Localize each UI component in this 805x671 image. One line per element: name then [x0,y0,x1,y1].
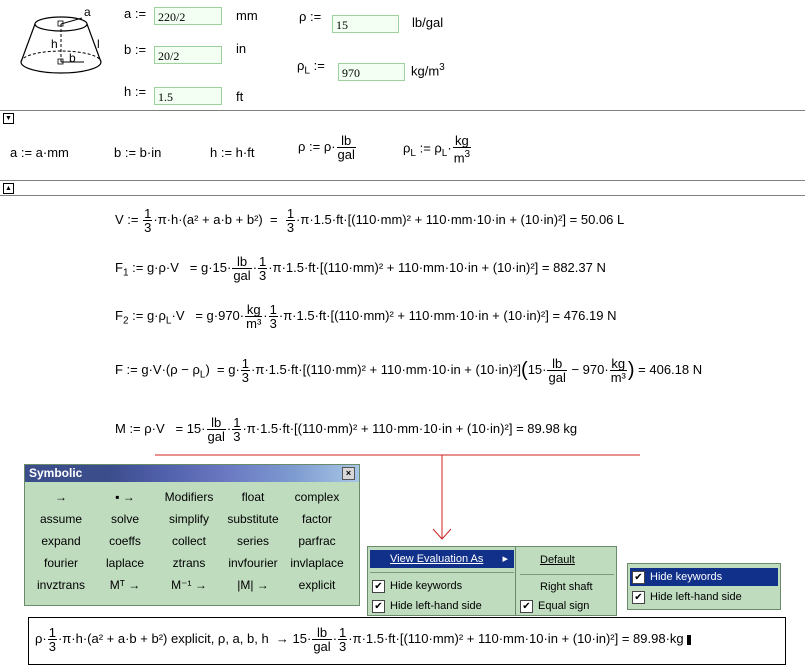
palette-item-series[interactable]: series [236,534,269,548]
menu-separator [370,572,514,573]
palette-item-inverse[interactable]: M⁻¹ → [171,578,207,592]
palette-item-symbolic-eval[interactable]: → [55,490,67,504]
b-unit-def: b := b·in [114,145,162,160]
region-separator-top [0,110,805,111]
close-icon[interactable]: × [342,467,355,480]
b-unit: in [236,41,247,56]
menu-item-hide-keywords-label: Hide keywords [390,580,463,592]
palette-item-determinant[interactable]: |M| → [237,578,269,592]
palette-item-assume[interactable]: assume [39,512,83,526]
checkmark-icon: ✔ [632,591,645,604]
palette-item-expand[interactable]: expand [41,534,81,548]
rho-input[interactable]: 15 [332,15,399,33]
palette-title-bar[interactable] [25,465,359,482]
palette-item-substitute[interactable]: substitute [227,512,279,526]
palette-item-transpose[interactable]: Mᵀ → [109,578,141,592]
symbolic-result-box[interactable] [28,617,786,665]
a-unit: mm [236,8,258,23]
submenu-item-default[interactable]: Default [540,554,575,566]
expand-area-icon[interactable]: ▲ [3,183,14,194]
menu-item-hide-lhs[interactable] [372,598,482,614]
rho-label: ρ := [299,9,322,24]
palette-item-modifiers[interactable]: Modifiers [164,490,214,504]
frustum-figure-icon [14,4,114,82]
menu-item-hide-keywords[interactable] [372,578,462,594]
submenu-separator [520,574,614,575]
equation-f: F := $g\cdot V\cdot(\rho - \rho_L) = g\cdot$ $\frac{1}{3}$ ·π·1.5·ft·[(110·mm)² + 110·mm·10·in + (10·in)²](15· $\frac{lb}{\text{gal}}$ − 970· $\frac{kg}{\text{m³}}$ ) = 406.18 N [115,356,703,385]
checkmark-icon: ✔ [372,580,385,593]
palette-item-factor[interactable]: factor [301,512,332,526]
rho-unit-def: ρ := ρ· $\frac{lb}{\text{gal}}$ [298,133,355,162]
palette-item-invztrans[interactable]: invztrans [36,578,86,592]
palette-item-invfourier[interactable]: invfourier [228,556,278,570]
menu-item-hide-lhs-label: Hide left-hand side [390,600,482,612]
palette-item-laplace[interactable]: laplace [105,556,145,570]
palette-item-fourier[interactable]: fourier [43,556,78,570]
palette-item-ztrans[interactable]: ztrans [172,556,206,570]
region-separator-bottom [0,195,805,196]
checkmark-icon: ✔ [632,571,645,584]
palette-item-keyword-eval[interactable]: ▪ → [115,490,135,504]
a-input[interactable]: 220/2 [154,7,222,25]
palette-item-simplify[interactable]: simplify [168,512,209,526]
rhoL-unit: $kg/m^3$ [411,62,445,79]
rhoL-input[interactable]: 970 [338,63,405,81]
h-input[interactable]: 1.5 [154,87,222,105]
view-evaluation-submenu [515,546,617,616]
palette-item-parfrac[interactable]: parfrac [298,534,336,548]
checkmark-icon: ✔ [372,600,385,613]
palette-title: Symbolic [29,466,83,480]
fig-label-h: h [51,37,58,51]
palette-item-float[interactable]: float [241,490,265,504]
text-cursor [687,635,691,645]
fig-label-b: b [69,51,76,65]
symbolic-expression: ρ· $\frac{1}{3}$ ·π·h·(a² + a·b + b²) explicit, ρ, a, b, h → 15· $\frac{lb}{\text{gal}}$ · $\frac{1}{3}$ ·π·1.5·ft·[(110·mm)² + 110·mm·10·in + (10·in)²] = 89.98·kg [35,626,691,653]
menu3-item-hide-lhs-label: Hide left-hand side [650,591,742,603]
region-separator-mid [0,180,805,181]
palette-item-explicit[interactable]: explicit [298,578,336,592]
a-label: a := [124,6,147,21]
context-menu [367,546,517,616]
symbolic-palette [24,464,360,606]
rho-unit: lb/gal [412,15,444,30]
equation-f2: $F_2$ := $g\cdot\rho_L\cdot V$ = g·970· $\frac{kg}{\text{m³}}$ · $\frac{1}{3}$ ·π·1.5·ft·[(110·mm)² + 110·mm·10·in + (10·in)²] = 476.19 N [115,302,617,331]
submenu-item-equal-sign[interactable] [520,598,589,614]
palette-item-coeffs[interactable]: coeffs [109,534,141,548]
h-unit-def: h := h·ft [210,145,255,160]
a-unit-def: a := a·mm [10,145,69,160]
menu3-item-hide-keywords-label: Hide keywords [650,571,723,583]
b-input[interactable]: 20/2 [154,46,222,64]
rhoL-unit-def: $\rho_L$ := $\rho_L\cdot$ $\frac{kg}{m^3}$ [403,133,471,166]
menu3-item-hide-lhs[interactable] [632,589,742,605]
b-label: b := [124,42,147,57]
menu-item-view-evaluation[interactable] [370,550,514,568]
submenu-item-right-shaft[interactable]: Right shaft [540,581,593,593]
menu3-item-hide-keywords[interactable] [630,568,778,586]
h-unit: ft [236,89,244,104]
equation-volume: V := $\frac{1}{3}$ ·π·h·(a² + a·b + b²) = $\frac{1}{3}$ ·π·1.5·ft·[(110·mm)² + 110·mm·10·in + (10·in)²] = 50.06 L [115,206,625,235]
checkmark-icon: ✔ [520,600,533,613]
equation-mass: M := ρ·V = 15· $\frac{lb}{\text{gal}}$ · $\frac{1}{3}$ ·π·1.5·ft·[(110·mm)² + 110·mm·10·in + (10·in)²] = 89.98 kg [115,415,578,444]
keywords-menu [627,563,781,610]
palette-item-complex[interactable]: complex [294,490,340,504]
palette-item-collect[interactable]: collect [171,534,206,548]
equation-f1: $F_1$ := g·ρ·V = g·15· $\frac{lb}{\text{gal}}$ · $\frac{1}{3}$ ·π·1.5·ft·[(110·mm)² + 110·mm·10·in + (10·in)²] = 882.37 N [115,254,606,283]
collapse-area-icon[interactable]: ▼ [3,113,14,124]
palette-item-solve[interactable]: solve [110,512,139,526]
submenu-arrow-icon: ▸ [502,553,508,565]
submenu-item-equal-sign-label: Equal sign [538,600,590,612]
h-label: h := [124,84,147,99]
fig-label-a: a [84,5,91,19]
menu-item-view-evaluation-label: View Evaluation As [390,553,484,565]
fig-label-l: l [97,37,100,51]
rhoL-label: $\rho_L$ := [297,58,325,77]
palette-item-invlaplace[interactable]: invlaplace [290,556,344,570]
